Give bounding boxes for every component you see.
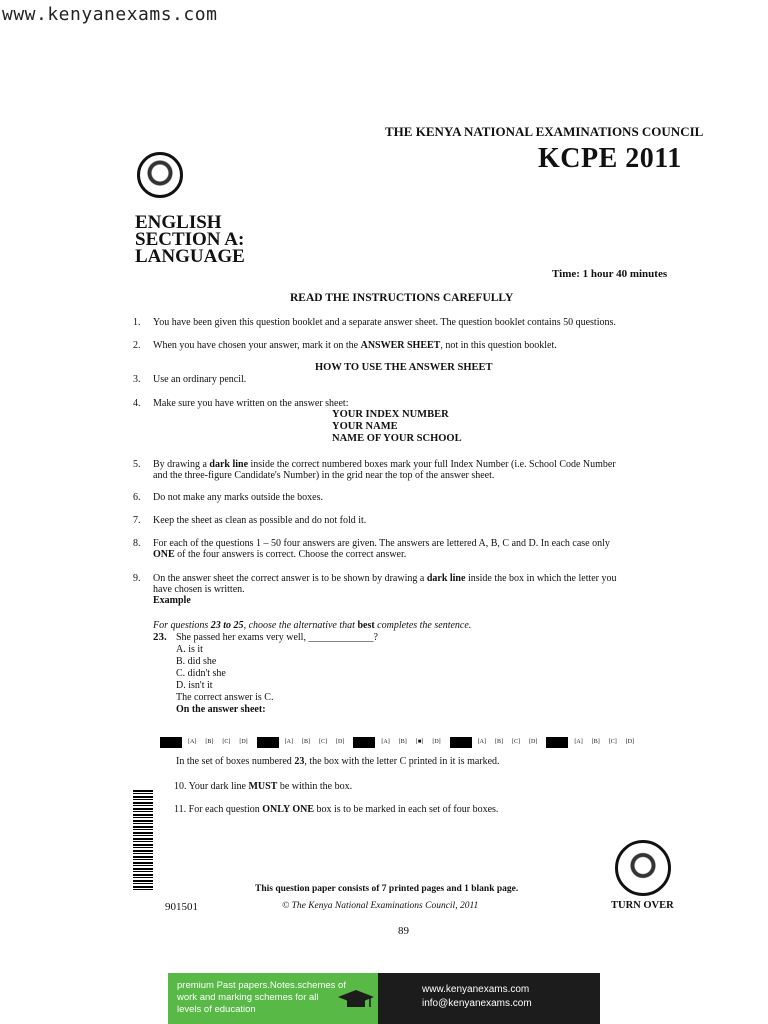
option: A. is it [176,644,203,655]
answer-mark [257,737,279,748]
item-number: 2. [133,340,141,351]
after-example-text [176,756,500,767]
item-number: 4. [133,398,141,409]
question-number: 23. [153,631,167,643]
on-sheet-label: On the answer sheet: [176,704,266,715]
item-number: 8. [133,538,141,549]
instruction-item [153,459,693,481]
list-item: NAME OF YOUR SCHOOL [332,433,462,444]
instruction-item-11 [174,804,498,815]
instructions-heading: READ THE INSTRUCTIONS CAREFULLY [290,292,514,304]
item-number: 6. [133,492,141,503]
banner-right[interactable] [378,973,600,1024]
answer-box: [D] [529,739,538,746]
subject-line-3: LANGUAGE [135,246,245,262]
subject-line-2: SECTION A: [135,229,245,250]
correct-answer: The correct answer is C. [176,692,274,703]
answer-mark [160,737,182,748]
answer-box: [■] [415,739,424,746]
text-run: , the box with the letter C printed in it is marked. [304,756,500,767]
answer-box: [B] [591,739,600,746]
knec-seal-footer-icon [615,840,671,896]
text-run: completes the sentence. [374,620,472,631]
example-label: Example [153,595,191,606]
banner-email-link[interactable]: info@kenyanexams.com [422,998,532,1009]
text-run: inside the box in which the letter you [465,573,617,584]
banner-line: premium Past papers.Notes.schemes of [177,980,346,991]
text-run-bold: 23 [294,756,305,767]
text-run: , choose the alternative that [243,620,358,631]
instruction-item: Use an ordinary pencil. [153,374,247,385]
text-run-bold: 23 to 25 [210,620,244,631]
item-number: 3. [133,374,141,385]
instruction-item [153,538,693,560]
answer-box: [C] [512,739,521,746]
answer-box: [A] [574,739,583,746]
copyright: © The Kenya National Examinations Council, 2011 [282,901,479,911]
answer-box: [A] [284,739,294,746]
text-run: On the answer sheet the correct answer is to be shown by drawing a [153,573,427,584]
text-run: 11. For each question [174,804,263,815]
answer-sheet-list [332,409,462,445]
turn-over: TURN OVER [611,900,674,911]
answer-box: [B] [302,739,311,746]
answer-box: [B] [205,739,214,746]
time-allowed: Time: 1 hour 40 minutes [552,268,668,280]
text-run-bold: best [357,620,375,631]
answer-box: [C] [222,739,231,746]
item-number: 9. [133,573,141,584]
answer-box: [D] [625,739,635,746]
answer-box: [C] [608,739,617,746]
option: D. isn't it [176,680,213,691]
text-run: have chosen is written. [153,584,245,595]
text-run: of the four answers is correct. Choose the correct answer. [174,549,407,560]
text-run: inside the correct numbered boxes mark your full Index Number (i.e. School Code Number [248,459,616,470]
text-run: 10. Your dark line [174,781,249,792]
subject-line-1: ENGLISH [135,214,222,233]
knec-seal-icon [137,152,183,198]
page-count-note: This question paper consists of 7 printed pages and 1 blank page. [255,884,519,894]
answer-box: [B] [398,739,407,746]
council-name: THE KENYA NATIONAL EXAMINATIONS COUNCIL [385,124,704,139]
answer-box: [D] [239,739,248,746]
answer-sheet-row [160,733,680,751]
paper-code: 901501 [165,901,198,913]
how-to-heading: HOW TO USE THE ANSWER SHEET [315,362,493,373]
text-run-bold: ONLY ONE [262,804,315,815]
option: B. did she [176,656,217,667]
answer-box: [A] [477,739,487,746]
text-run-bold: MUST [248,781,278,792]
text-run: When you have chosen your answer, mark it on the [153,340,361,351]
answer-box: [A] [188,739,197,746]
text-run: be within the box. [277,781,353,792]
question-text: She passed her exams very well, _____________? [176,632,378,643]
text-run-bold: ANSWER SHEET [360,340,441,351]
item-number: 7. [133,515,141,526]
text-run-bold: ONE [153,549,175,560]
item-number: 5. [133,459,141,470]
banner-line: levels of education [177,1004,256,1015]
barcode-icon [133,790,153,892]
answer-box: [D] [432,739,441,746]
instruction-item [153,340,693,351]
item-number: 1. [133,317,141,328]
option: C. didn't she [176,668,226,679]
options-list [176,644,273,716]
instruction-item: Do not make any marks outside the boxes. [153,492,323,503]
site-header: www.kenyanexams.com [2,4,218,25]
text-run: box is to be marked in each set of four boxes. [314,804,499,815]
graduation-cap-icon [336,988,376,1010]
text-run: and the three-figure Candidate's Number) in the grid near the top of the answer sheet. [153,470,495,481]
instruction-item: Make sure you have written on the answer sheet: [153,398,349,409]
answer-box: [A] [381,739,390,746]
banner-website-link[interactable]: www.kenyanexams.com [422,984,530,995]
text-run-bold: dark line [209,459,249,470]
text-run: For each of the questions 1 – 50 four answers are given. The answers are lettered A, B, C and D. In each case only [153,538,610,549]
banner-line: work and marking schemes for all [177,992,319,1003]
text-run: By drawing a [153,459,210,470]
answer-box: [D] [336,739,345,746]
text-run: , not in this question booklet. [440,340,557,351]
text-run-bold: dark line [426,573,466,584]
instruction-item: You have been given this question booklet and a separate answer sheet. The question booklet contains 50 questions. [153,317,616,328]
list-item: YOUR INDEX NUMBER [332,409,449,420]
instruction-item-10 [174,781,352,792]
instruction-item [153,573,693,606]
text-run: In the set of boxes numbered [176,756,295,767]
example-intro [153,620,471,631]
answer-box: [C] [319,739,328,746]
page-number: 89 [398,925,409,937]
text-run: For questions [153,620,211,631]
instruction-item: Keep the sheet as clean as possible and do not fold it. [153,515,367,526]
answer-mark [546,737,568,748]
answer-mark [450,737,472,748]
exam-title: KCPE 2011 [538,143,682,174]
answer-box: [B] [495,739,504,746]
answer-mark [353,737,375,748]
subject-title [135,214,255,262]
list-item: YOUR NAME [332,421,398,432]
